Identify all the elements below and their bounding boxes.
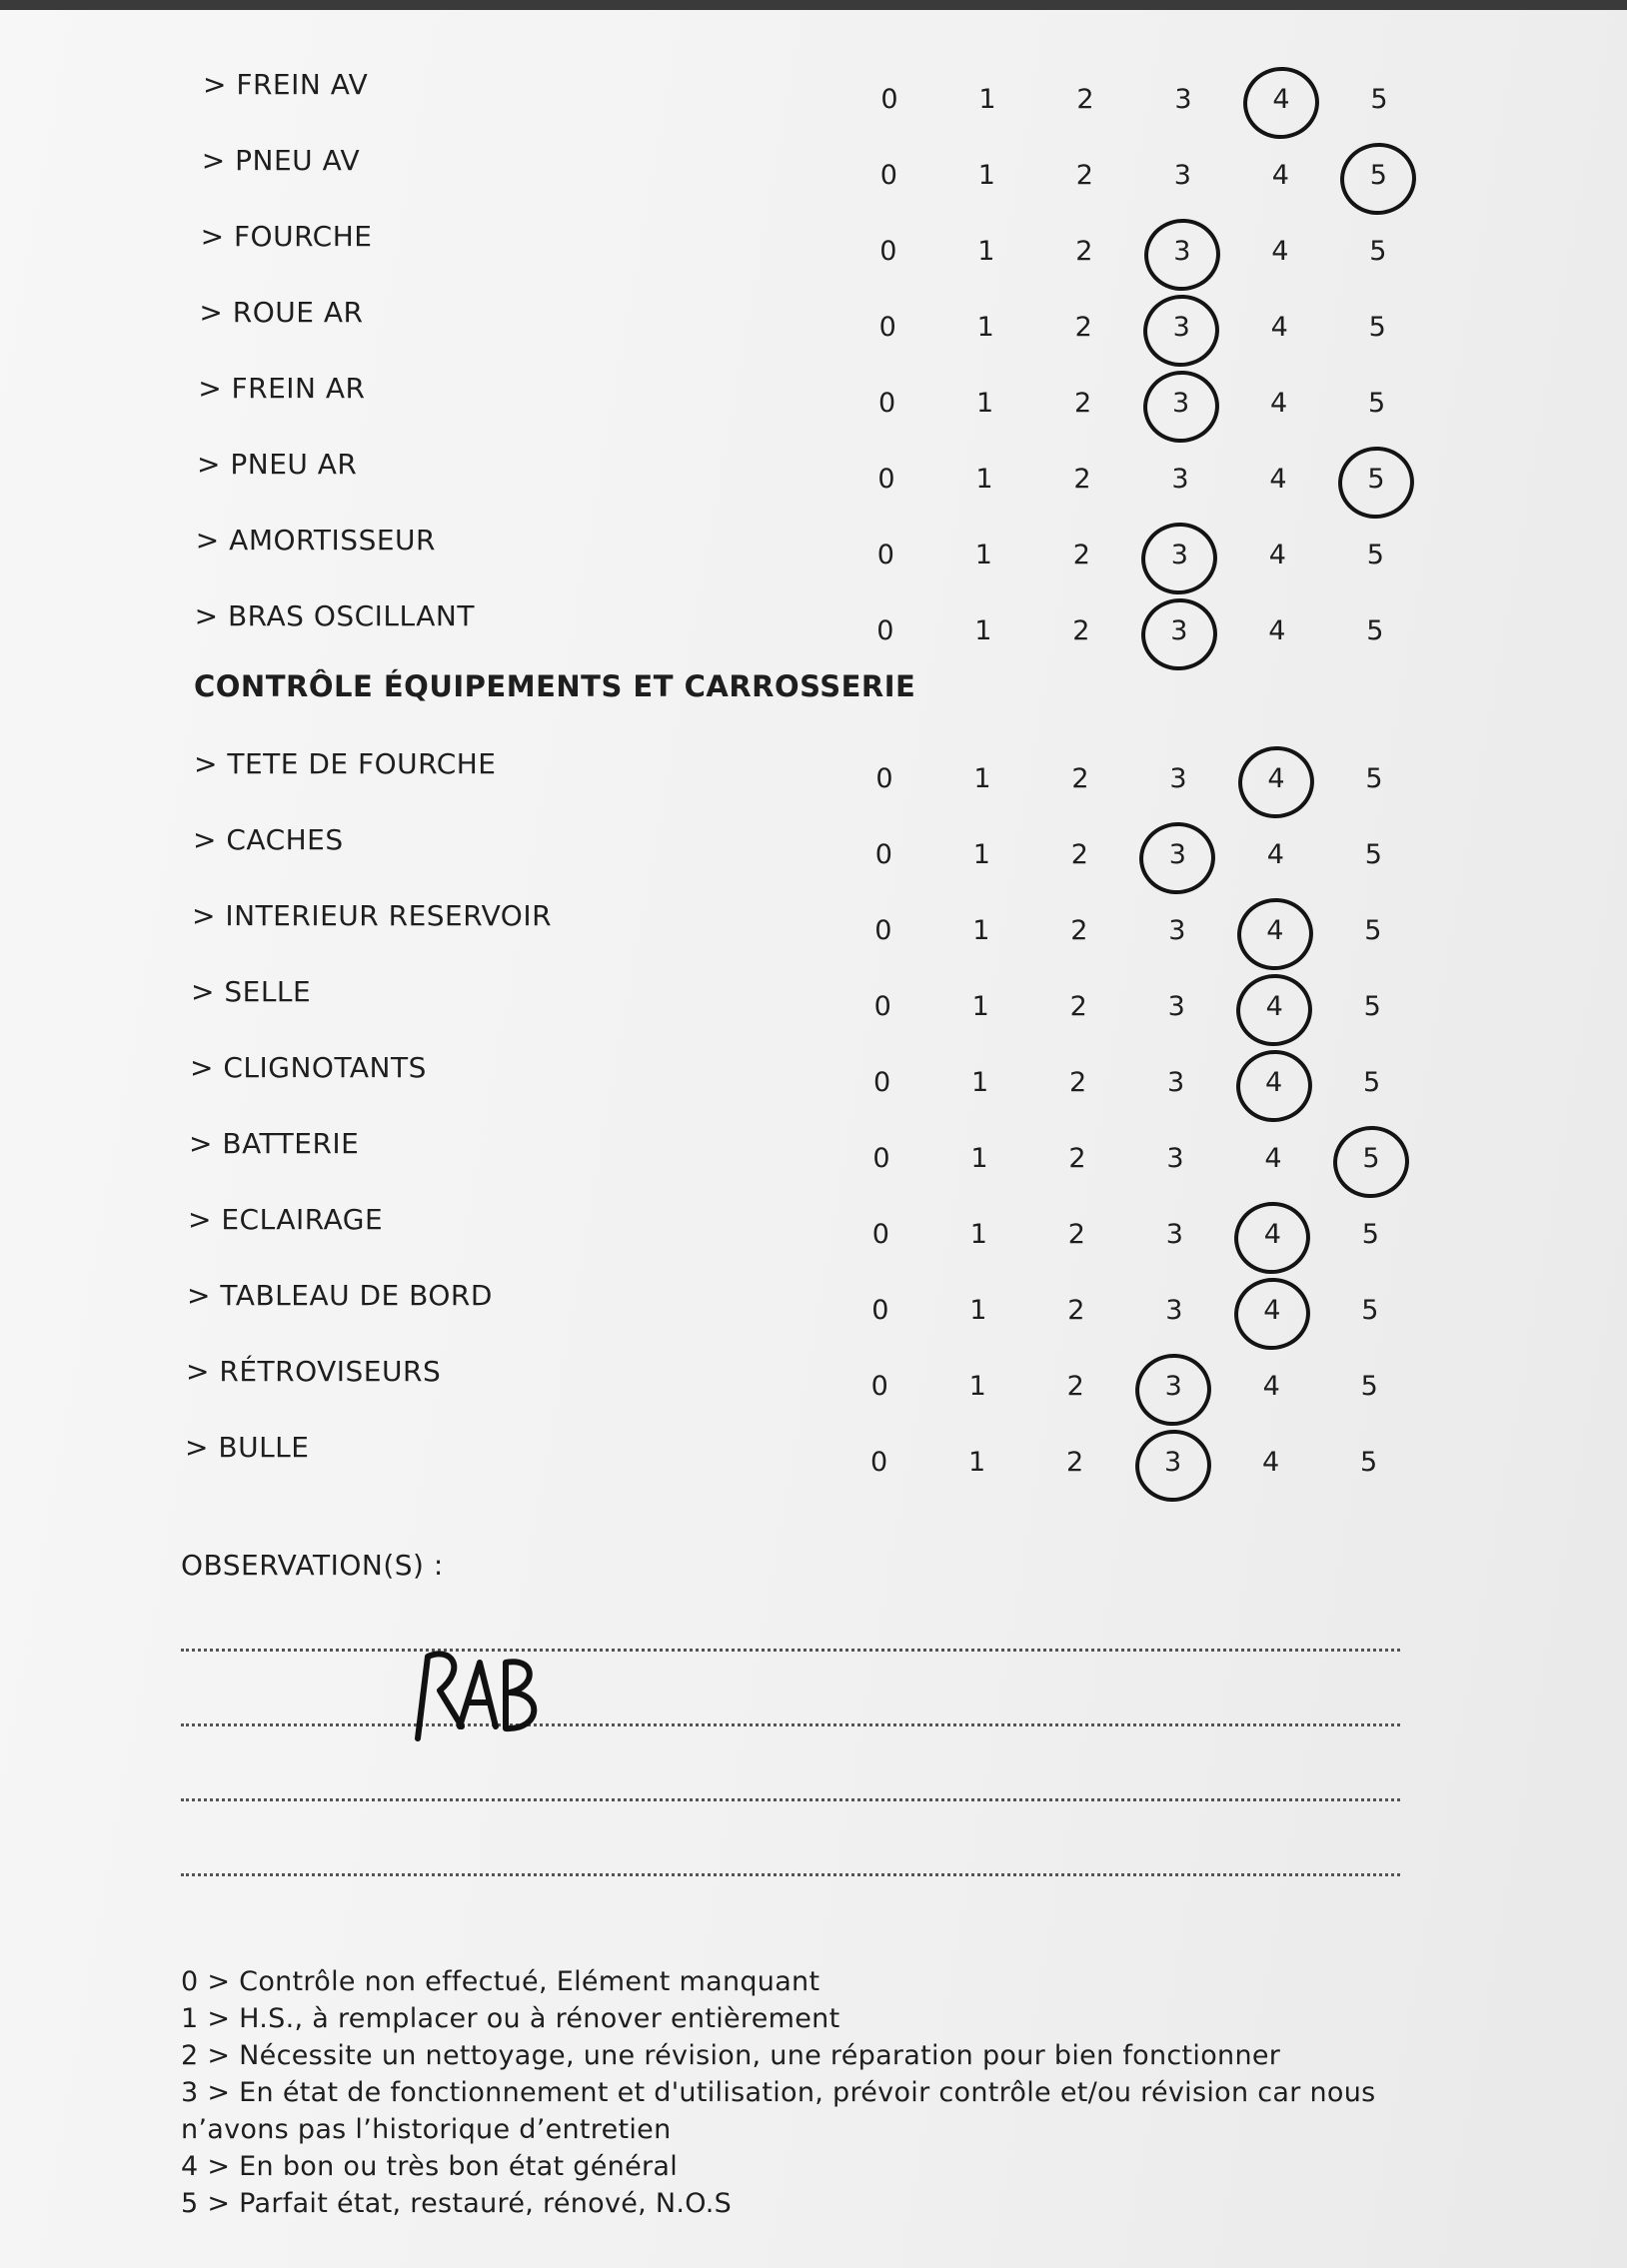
rating-option[interactable]: 1 xyxy=(977,236,995,267)
checklist-item-label: > FOURCHE xyxy=(200,220,373,253)
observations-label: OBSERVATION(S) : xyxy=(181,1549,444,1582)
rating-option[interactable]: 2 xyxy=(1070,839,1088,870)
rating-option[interactable]: 0 xyxy=(873,991,891,1022)
selected-rating-option[interactable]: 4 xyxy=(1252,1219,1292,1250)
rating-option[interactable]: 2 xyxy=(1072,540,1090,570)
checklist-row xyxy=(202,144,1501,204)
selected-rating-option[interactable]: 3 xyxy=(1159,615,1199,646)
legend-item: 3 > En état de fonctionnement et d'utilisation, prévoir contrôle et/ou révision car nous n’avons pas l’historique d’entretien xyxy=(181,2077,1376,2145)
checklist-item-label: > CACHES xyxy=(193,823,344,856)
rating-option[interactable]: 2 xyxy=(1072,615,1090,646)
observation-line[interactable] xyxy=(181,1798,1400,1801)
selected-rating-option[interactable]: 4 xyxy=(1252,1295,1292,1326)
rating-option[interactable]: 5 xyxy=(1366,540,1384,570)
inspection-sheet xyxy=(0,10,1627,2268)
checklist-row xyxy=(195,599,1494,659)
rating-option[interactable]: 5 xyxy=(1369,236,1387,267)
rating-option[interactable]: 2 xyxy=(1069,991,1087,1022)
checklist-item-label: > TETE DE FOURCHE xyxy=(194,747,497,780)
checklist-row xyxy=(193,823,1492,883)
rating-option[interactable]: 0 xyxy=(879,160,897,191)
selected-rating-option[interactable]: 4 xyxy=(1255,915,1295,946)
checklist-item-label: > BRAS OSCILLANT xyxy=(194,599,475,632)
rating-option[interactable]: 1 xyxy=(973,763,991,794)
rating-option[interactable]: 3 xyxy=(1174,84,1192,115)
checklist-row xyxy=(199,296,1498,356)
checklist-item-label: > TABLEAU DE BORD xyxy=(187,1279,493,1312)
checklist-item-label: > INTERIEUR RESERVOIR xyxy=(192,899,553,932)
rating-option[interactable]: 0 xyxy=(874,915,892,946)
rating-option[interactable]: 3 xyxy=(1173,160,1191,191)
checklist-row xyxy=(196,524,1495,583)
rating-option[interactable]: 4 xyxy=(1268,540,1286,570)
rating-option[interactable]: 1 xyxy=(970,1143,988,1174)
legend-item: 1 > H.S., à remplacer ou à rénover entièrement xyxy=(181,2003,840,2034)
checklist-item-label: > CLIGNOTANTS xyxy=(190,1051,427,1084)
checklist-row xyxy=(192,899,1491,959)
checklist-item-label: > PNEU AR xyxy=(197,448,358,481)
checklist-row xyxy=(190,1051,1489,1111)
rating-option[interactable]: 1 xyxy=(975,464,993,495)
rating-option[interactable]: 0 xyxy=(873,1067,891,1098)
rating-option[interactable]: 2 xyxy=(1066,1371,1084,1402)
rating-option[interactable]: 4 xyxy=(1266,839,1284,870)
checklist-item-label: > ECLAIRAGE xyxy=(188,1203,384,1236)
rating-option[interactable]: 0 xyxy=(879,236,897,267)
selected-rating-option[interactable]: 4 xyxy=(1254,991,1294,1022)
rating-option[interactable]: 0 xyxy=(876,540,894,570)
rating-option[interactable]: 4 xyxy=(1262,1371,1280,1402)
checklist-item-label: > FREIN AV xyxy=(203,68,369,101)
rating-option[interactable]: 1 xyxy=(978,84,996,115)
checklist-item-label: > BATTERIE xyxy=(189,1127,360,1160)
observation-line[interactable] xyxy=(181,1873,1400,1876)
checklist-item-label: > ROUE AR xyxy=(199,296,364,329)
checklist-item-label: > RÉTROVISEURS xyxy=(186,1355,442,1388)
legend-item: 4 > En bon ou très bon état général xyxy=(181,2151,679,2182)
rating-option[interactable]: 5 xyxy=(1361,1219,1379,1250)
rating-option[interactable]: 0 xyxy=(875,763,893,794)
observation-line[interactable] xyxy=(181,1723,1400,1726)
rating-option[interactable]: 5 xyxy=(1364,915,1382,946)
rating-option[interactable]: 5 xyxy=(1366,615,1384,646)
rating-option[interactable]: 0 xyxy=(872,1143,890,1174)
selected-rating-option[interactable]: 3 xyxy=(1162,236,1202,267)
rating-option[interactable]: 3 xyxy=(1167,1067,1185,1098)
rating-option[interactable]: 1 xyxy=(975,388,994,419)
rating-option[interactable]: 2 xyxy=(1073,388,1092,419)
rating-option[interactable]: 0 xyxy=(871,1295,889,1326)
rating-option[interactable]: 4 xyxy=(1268,615,1286,646)
selected-rating-option[interactable]: 5 xyxy=(1356,464,1396,495)
handwritten-observation xyxy=(410,1649,550,1743)
checklist-row xyxy=(203,68,1502,128)
rating-option[interactable]: 4 xyxy=(1270,312,1288,343)
rating-option[interactable]: 0 xyxy=(874,839,892,870)
selected-rating-option[interactable]: 5 xyxy=(1351,1143,1391,1174)
checklist-row xyxy=(189,1127,1488,1187)
rating-option[interactable]: 0 xyxy=(870,1371,888,1402)
selected-rating-option[interactable]: 3 xyxy=(1157,839,1197,870)
checklist-row xyxy=(186,1355,1485,1415)
rating-option[interactable]: 4 xyxy=(1269,464,1287,495)
rating-option[interactable]: 3 xyxy=(1167,991,1185,1022)
rating-option[interactable]: 5 xyxy=(1370,84,1388,115)
rating-option[interactable]: 2 xyxy=(1070,915,1088,946)
rating-option[interactable]: 3 xyxy=(1165,1295,1183,1326)
selected-rating-option[interactable]: 4 xyxy=(1254,1067,1294,1098)
selected-rating-option[interactable]: 3 xyxy=(1159,540,1199,570)
rating-option[interactable]: 1 xyxy=(972,915,990,946)
rating-option[interactable]: 1 xyxy=(969,1219,987,1250)
rating-option[interactable]: 2 xyxy=(1076,84,1094,115)
rating-option[interactable]: 3 xyxy=(1171,464,1189,495)
checklist-item-label: > BULLE xyxy=(185,1431,310,1464)
rating-option[interactable]: 4 xyxy=(1271,160,1289,191)
rating-option[interactable]: 0 xyxy=(877,388,896,419)
rating-option[interactable]: 2 xyxy=(1074,312,1092,343)
checklist-row xyxy=(198,372,1497,432)
rating-option[interactable]: 1 xyxy=(968,1371,986,1402)
checklist-row xyxy=(194,747,1493,807)
rating-option[interactable]: 1 xyxy=(968,1447,986,1478)
rating-option[interactable]: 2 xyxy=(1068,1143,1086,1174)
selected-rating-option[interactable]: 4 xyxy=(1256,763,1296,794)
checklist-row xyxy=(201,220,1500,280)
rating-option[interactable]: 3 xyxy=(1169,763,1187,794)
rating-option[interactable]: 0 xyxy=(871,1219,889,1250)
rating-option[interactable]: 1 xyxy=(969,1295,987,1326)
checklist-item-label: > PNEU AV xyxy=(201,144,361,177)
rating-option[interactable]: 5 xyxy=(1364,839,1382,870)
rating-option[interactable]: 1 xyxy=(974,540,992,570)
rating-option[interactable]: 5 xyxy=(1361,1295,1379,1326)
rating-option[interactable]: 2 xyxy=(1069,1067,1087,1098)
rating-option[interactable]: 0 xyxy=(870,1447,888,1478)
rating-option[interactable]: 5 xyxy=(1365,763,1383,794)
rating-option[interactable]: 5 xyxy=(1368,312,1386,343)
section-title: CONTRÔLE ÉQUIPEMENTS ET CARROSSERIE xyxy=(194,669,916,703)
rating-option[interactable]: 1 xyxy=(971,1067,989,1098)
selected-rating-option[interactable]: 3 xyxy=(1161,388,1201,419)
rating-option[interactable]: 5 xyxy=(1360,1371,1378,1402)
rating-option[interactable]: 0 xyxy=(877,464,895,495)
rating-option[interactable]: 5 xyxy=(1363,1067,1381,1098)
rating-option[interactable]: 0 xyxy=(878,312,896,343)
rating-option[interactable]: 4 xyxy=(1271,236,1289,267)
selected-rating-option[interactable]: 3 xyxy=(1153,1447,1193,1478)
rating-option[interactable]: 1 xyxy=(971,991,989,1022)
checklist-row xyxy=(185,1431,1484,1491)
rating-option[interactable]: 2 xyxy=(1067,1295,1085,1326)
checklist-row xyxy=(197,448,1496,508)
rating-legend xyxy=(181,1963,1440,2222)
rating-option[interactable]: 4 xyxy=(1264,1143,1282,1174)
rating-option[interactable]: 5 xyxy=(1367,388,1386,419)
selected-rating-option[interactable]: 3 xyxy=(1161,312,1201,343)
rating-option[interactable]: 3 xyxy=(1168,915,1186,946)
checklist-item-label: > FREIN AR xyxy=(198,372,366,405)
rating-option[interactable]: 4 xyxy=(1269,388,1288,419)
checklist-row xyxy=(187,1279,1486,1339)
checklist-row xyxy=(191,975,1490,1035)
rating-option[interactable]: 2 xyxy=(1075,236,1093,267)
rating-option[interactable]: 3 xyxy=(1166,1143,1184,1174)
rating-option[interactable]: 0 xyxy=(880,84,898,115)
rating-option[interactable]: 2 xyxy=(1075,160,1093,191)
checklist-item-label: > AMORTISSEUR xyxy=(195,524,436,557)
rating-option[interactable]: 5 xyxy=(1360,1447,1378,1478)
selected-rating-option[interactable]: 3 xyxy=(1153,1371,1193,1402)
rating-option[interactable]: 5 xyxy=(1363,991,1381,1022)
legend-item: 5 > Parfait état, restauré, rénové, N.O.S xyxy=(181,2188,733,2219)
legend-item: 0 > Contrôle non effectué, Elément manquant xyxy=(181,1966,820,1997)
checklist-item-label: > SELLE xyxy=(191,975,312,1008)
rating-option[interactable]: 1 xyxy=(972,839,990,870)
rating-option[interactable]: 0 xyxy=(876,615,894,646)
rating-option[interactable]: 4 xyxy=(1262,1447,1280,1478)
rating-option[interactable]: 2 xyxy=(1073,464,1091,495)
rating-option[interactable]: 3 xyxy=(1165,1219,1183,1250)
rating-option[interactable]: 1 xyxy=(974,615,992,646)
rating-option[interactable]: 1 xyxy=(976,312,994,343)
rating-option[interactable]: 1 xyxy=(977,160,995,191)
rating-option[interactable]: 2 xyxy=(1071,763,1089,794)
legend-item: 2 > Nécessite un nettoyage, une révision, une réparation pour bien fonctionner xyxy=(181,2040,1281,2071)
rating-option[interactable]: 2 xyxy=(1067,1219,1085,1250)
selected-rating-option[interactable]: 4 xyxy=(1261,84,1301,115)
selected-rating-option[interactable]: 5 xyxy=(1358,160,1398,191)
checklist-row xyxy=(188,1203,1487,1263)
observation-line[interactable] xyxy=(181,1649,1400,1652)
rating-option[interactable]: 2 xyxy=(1066,1447,1084,1478)
